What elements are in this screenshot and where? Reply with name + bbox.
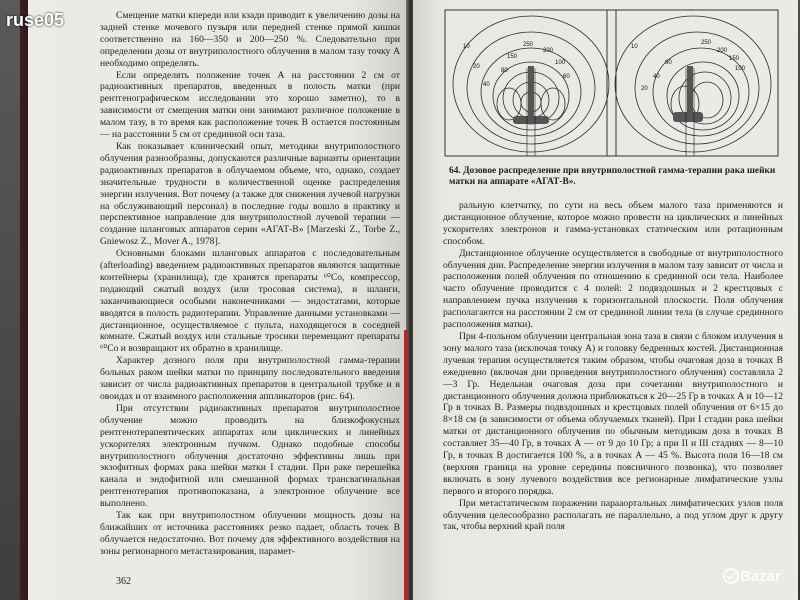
paragraph: ральную клетчатку, по сути на весь объем малого таза применяются и дистанционное облучение, которое можно провести на циклических и линейных ускорителях электронов и гамма-установках статическим или ротационным способом. xyxy=(443,200,783,247)
paragraph: Характер дозного поля при внутриполостной гамма-терапии больных раком шейки матки по принципу последовательного введения зависит от числа радиоактивных препаратов в центральной трубке и в овоидах и от взаимного расположения аппликаторов (рис. 64). xyxy=(100,355,400,402)
right-page-text xyxy=(443,200,783,533)
figure-caption: 64. Дозовое распределение при внутриполостной гамма-терапии рака шейки матки на аппарате «АГАТ-В». xyxy=(449,166,776,187)
isodose-label: 250 xyxy=(701,40,712,46)
dose-distribution-figure-b xyxy=(605,8,780,158)
paragraph: При метастатическом поражении парааортальных лимфатических узлов поля облучения целесообразно располагать не параллельно, а под углом друг к другу так, чтобы верхний край поля xyxy=(443,497,783,533)
left-page-text xyxy=(100,10,400,558)
isodose-label: 60 xyxy=(665,60,672,66)
isodose-label: 200 xyxy=(717,48,728,54)
dose-distribution-figure-a xyxy=(443,8,618,158)
isodose-label: 100 xyxy=(735,66,746,72)
paragraph: Как показывает клинический опыт, методики внутриполостного облучения разнообразны, допускаются различные варианты ориентации радиоактивных препаратов в облучаемом объеме, что, однако, создает значительные трудности в количественной оценке распределения энергии излучения. Вот почему (а также для снижения лучевой нагрузки на обслуживающий персонал) в последние годы вошло в практику и перспективное направление для внутриполостной лучевой терапии — создание шланговых аппаратов серии «АГАТ-В» [Marzeski Z., Torbe Z., Gniewosz Z., Mover A., 1978]. xyxy=(100,140,400,248)
isodose-label: 80 xyxy=(501,68,508,74)
isodose-label: 20 xyxy=(473,64,480,70)
isodose-label: 150 xyxy=(729,56,740,62)
isodose-label: 200 xyxy=(543,48,554,54)
page-number: 362 xyxy=(116,576,131,587)
paragraph: Так как при внутриполостном облучении мощность дозы на ближайших от источника расстояниях резко падает, область точек В облучается недостаточно. Вот почему для эффективного воздействия на зоны регионарного метастазирования, парамет- xyxy=(100,510,400,557)
paragraph: Если определять положение точек А на расстоянии 2 см от радиоактивных препаратов, введенных в полость матки (при рентгенографическом исследовании это хорошо заметно), то в зависимости от смещения матки они занимают различное положение в малом тазу, в то время как расположение точек В остается постоянным — на расстоянии 5 см от срединной оси таза. xyxy=(100,69,400,141)
paragraph: При 4-польном облучении центральная зона таза в связи с блоком излучения в зону малого таза (исключая точку А) и головку бедренных костей. Дистанционная лучевая терапия осуществляется таким образом, чтобы очаговая доза в точках В ежедневно (включая дни проведения внутриполостного облучения) составляла 2—3 Гр. Недельная очаговая доза при сочетании внутриполостного и дистанционного облучения должна приближаться к 20—25 Гр в точках А и 10—12 Гр в точках В. Размеры подвздошных и крестцовых полей облучения от 6×15 до 8×18 см (в зависимости от объема облучаемых тканей). При I стадии рака шейки матки от дистанционного облучения по обычным методикам доза в точках В составляет 35—40 Гр, в точках А — от 9 до 10 Гр; а при II и III стадиях — 8—10 Гр, в точках В достигается 100 %, а в точках А — 45 %. Высота поля 16—18 см (верхняя граница на уровне середины поясничного позвонка), что позволяет включать в зону лучевого воздействия все регионарные лимфатические узлы первого и второго порядка. xyxy=(443,330,783,497)
isodose-label: 150 xyxy=(507,54,518,60)
bookmark-ribbon xyxy=(404,330,408,600)
isodose-label: 10 xyxy=(463,44,470,50)
right-page xyxy=(413,0,798,600)
watermark-username: ruse05 xyxy=(6,10,65,30)
bazar-logo xyxy=(722,558,794,594)
isodose-label: 100 xyxy=(555,60,566,66)
open-book xyxy=(28,0,798,600)
logo-wordmark: Bazar xyxy=(740,568,781,585)
left-page xyxy=(28,0,408,600)
isodose-label: 60 xyxy=(563,74,570,80)
isodose-label: 10 xyxy=(631,44,638,50)
isodose-label: 40 xyxy=(653,74,660,80)
isodose-label: 40 xyxy=(483,82,490,88)
paragraph: Смещение матки кпереди или кзади приводит к увеличению дозы на задней стенке мочевого пузыря или передней стенке прямой кишки соответственно на 160—350 и 200—250 %. Следовательно при определении дозы от внутриполостного облучения в малом тазу точку А необходимо определять. xyxy=(100,10,400,69)
paragraph: Дистанционное облучение осуществляется в свободные от внутриполостного облучения дни. Распределение энергии излучения в малом тазу зависит от числа и расположения полей облучения по отношению к срединной оси тела. Наиболее часто облучение проводится с 4 полей: 2 подвздошных и 2 крестцовых с направлением пучка излучения к горизонтальной плоскости. Поля облучения располагаются на расстоянии 2 см от срединной линии тела (в случае срединного расположения матки). xyxy=(443,247,783,331)
paragraph: Основными блоками шланговых аппаратов с последовательным (afterloading) введением радиоактивных препаратов являются защитные контейнеры (хранилища), где хранятся препараты ⁶⁰Co, компрессор, подающий сжатый воздух (или тросовая система), и шланги, заканчивающиеся особыми наконечниками — эндостатами, которые вводятся в полость радиотерапии. Управление данными установками — дистанционное, осуществляемое с пульта, находящегося в соседней комнате. Сжатый воздух или стальные тросики перемещают препараты ⁶⁰Co и возвращают их обратно в хранилище. xyxy=(100,248,400,355)
isodose-label: 250 xyxy=(523,42,534,48)
isodose-label: 20 xyxy=(641,86,648,92)
book-cover-edge xyxy=(20,0,28,600)
paragraph: При отсутствии радиоактивных препаратов внутриполостное облучение можно проводить на близкофокусных рентгенотерапевтических аппаратах или циклических и линейных ускорителях электронным пучком. Однако подобные способы внутриполостного облучения достаточно эффективны лишь при экзофитных формах рака шейки матки I стадии. При раке перешейка канала и эндофитной или смешанной формах трансвагинальная рентгенотерапия противопоказана, а электронное облучение все выполнено. xyxy=(100,402,400,510)
